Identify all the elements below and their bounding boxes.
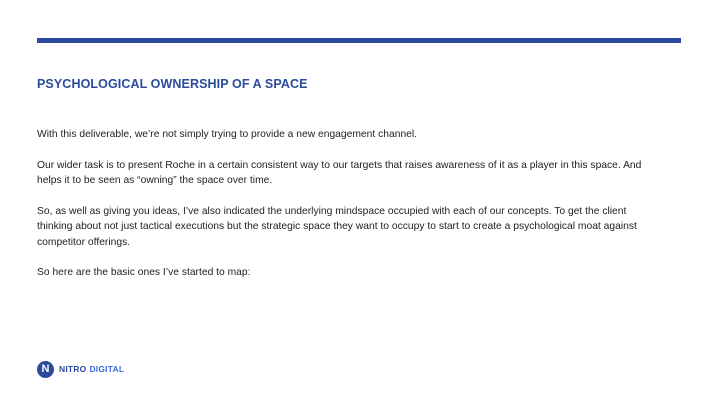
paragraph-3: So, as well as giving you ideas, I’ve also indicated the underlying mindspace occupied with each of our concepts. To get the client thinking about not just tactical executions but the strategic space they want to occupy to start to create a psychological moat against competitor offerings. (37, 205, 637, 248)
paragraph-1: With this deliverable, we’re not simply trying to provide a new engagement channel. (37, 129, 418, 140)
logo-mark-icon: N (37, 361, 54, 378)
top-accent-bar (37, 38, 681, 43)
logo-word-primary: NITRO (59, 364, 87, 374)
nitro-digital-logo (37, 360, 124, 378)
logo-word-secondary: DIGITAL (89, 364, 125, 374)
paragraph-2: Our wider task is to present Roche in a certain consistent way to our targets that raises awareness of it as a player in this space. And helps it to be seen as “owning” the space over time. (37, 159, 642, 186)
paragraph-4: So here are the basic ones I’ve started to map: (37, 267, 251, 278)
slide-body (37, 127, 657, 281)
slide-title: PSYCHOLOGICAL OWNERSHIP OF A SPACE (37, 77, 308, 91)
logo-wordmark (59, 364, 124, 374)
